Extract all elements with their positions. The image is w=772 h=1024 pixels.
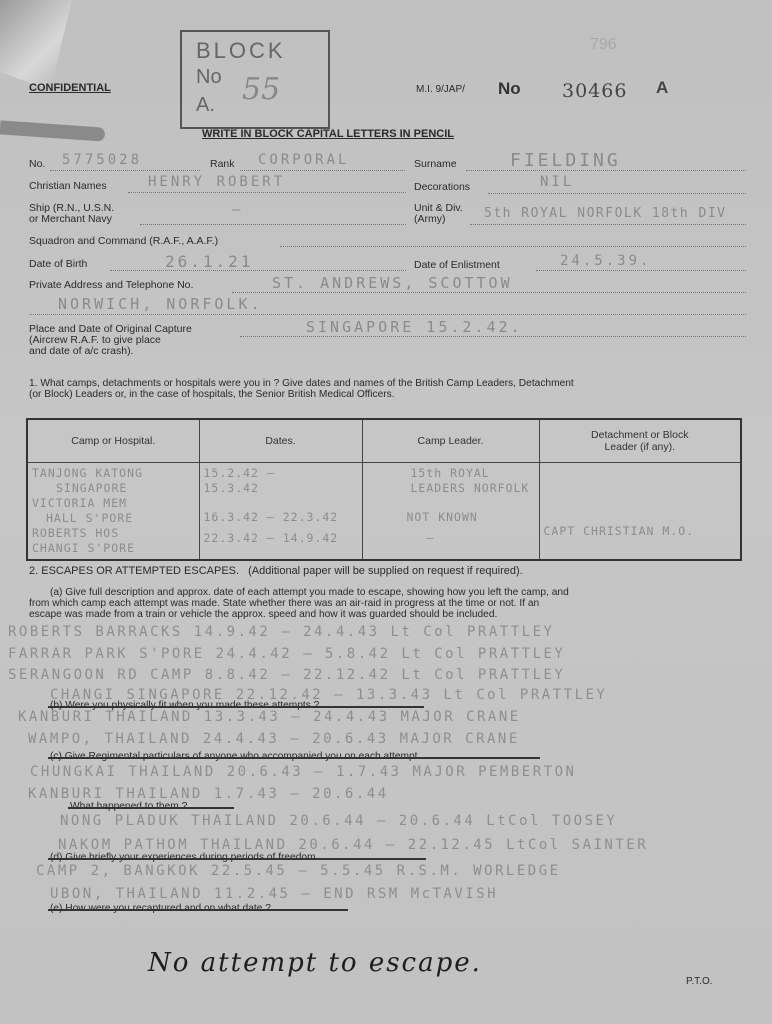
dotted-line [470, 224, 746, 225]
table-row: CHANGI S'PORE [32, 541, 136, 555]
escapes-note: (Additional paper will be supplied on request if required). [248, 565, 523, 577]
table-row: LEADERS NORFOLK [410, 481, 530, 495]
service-no-value: 5775028 [62, 152, 143, 168]
question2b-text: (b) Were you physically fit when you made these attempts ? [50, 700, 320, 711]
dotted-line [240, 336, 746, 337]
dob-value: 26.1.21 [165, 252, 254, 271]
question2a-line2: from which camp each attempt was made. State whether there was an air-raid in progress at the time or not. If an [29, 598, 540, 609]
dates-cell [199, 463, 362, 561]
column-header-detachment-line2: Leader (if any). [604, 441, 676, 453]
dotted-line [50, 170, 200, 171]
column-header-detachment-line1: Detachment or Block [591, 429, 689, 441]
escape-note-line: SERANGOON RD CAMP 8.8.42 — 22.12.42 Lt Col PRATTLEY [8, 667, 566, 683]
dotted-line [232, 292, 746, 293]
dotted-line [140, 224, 406, 225]
camps-table [26, 418, 742, 561]
table-row: SINGAPORE [56, 481, 128, 495]
binder-clip [0, 120, 105, 141]
capture-label-line2: (Aircrew R.A.F. to give place [29, 334, 161, 346]
column-header-dates: Dates. [199, 419, 362, 463]
table-row: HALL S'PORE [46, 511, 134, 525]
confidential-label: CONFIDENTIAL [29, 82, 111, 94]
question2c-text: (c) Give Regimental particulars of anyone who accompanied you on each attempt [50, 751, 418, 762]
decorations-value: NIL [540, 174, 575, 190]
address-label: Private Address and Telephone No. [29, 279, 194, 291]
table-row: VICTORIA MEM [32, 496, 128, 510]
surname-value: FIELDING [510, 150, 621, 171]
form-suffix: A [656, 78, 669, 97]
question2e-text: (e) How were you recaptured and on what date ? [50, 903, 271, 914]
dotted-line [466, 170, 746, 171]
stamp-number: 55 [242, 72, 281, 107]
camp-cell [27, 463, 199, 561]
table-row: CAPT CHRISTIAN M.O. [543, 524, 695, 538]
detachment-cell [539, 463, 741, 561]
number-label: No [498, 79, 521, 98]
column-header-camp-leader: Camp Leader. [362, 419, 539, 463]
dob-label: Date of Birth [29, 258, 88, 270]
stamp-block-text: BLOCK [196, 38, 286, 63]
form-number: 30466 [562, 80, 628, 102]
ship-label-line2: or Merchant Navy [29, 213, 112, 225]
enlistment-label: Date of Enlistment [414, 259, 500, 271]
rank-value: CORPORAL [258, 152, 350, 168]
dotted-line [29, 314, 746, 315]
dotted-line [488, 193, 746, 194]
escape-note-line: NONG PLADUK THAILAND 20.6.44 — 20.6.44 LtCol TOOSEY [60, 813, 618, 829]
enlistment-value: 24.5.39. [560, 253, 652, 269]
escape-note-line: KANBURI THAILAND 13.3.43 — 24.4.43 MAJOR CRANE [18, 709, 521, 725]
escape-note-line: CHANGI SINGAPORE 22.12.42 — 13.3.43 Lt Col PRATTLEY [50, 687, 608, 703]
handwritten-answer: No attempt to escape. [148, 948, 482, 978]
address-line2: NORWICH, NORFOLK. [58, 295, 263, 313]
strikethrough-line [48, 757, 540, 759]
escape-note-line: ROBERTS BARRACKS 14.9.42 — 24.4.43 Lt Col PRATTLEY [8, 624, 555, 640]
escapes-heading: 2. ESCAPES OR ATTEMPTED ESCAPES. [29, 565, 240, 577]
escape-note-line: CHUNGKAI THAILAND 20.6.43 — 1.7.43 MAJOR PEMBERTON [30, 764, 577, 780]
escapes-title [29, 565, 523, 577]
dotted-line [128, 192, 406, 193]
form-ref: M.I. 9/JAP/ [416, 84, 465, 95]
strikethrough-line [48, 858, 426, 860]
escape-note-line: NAKOM PATHOM THAILAND 20.6.44 — 22.12.45 LtCol SAINTER [58, 837, 649, 853]
pencil-instruction: WRITE IN BLOCK CAPITAL LETTERS IN PENCIL [202, 128, 454, 140]
escape-note-line: KANBURI THAILAND 1.7.43 — 20.6.44 [28, 786, 389, 802]
address-line1: ST. ANDREWS, SCOTTOW [272, 274, 513, 292]
stamp-letter-text: A. [196, 94, 215, 116]
christian-names-value: HENRY ROBERT [148, 174, 286, 190]
paper-clip-corner [0, 0, 72, 90]
service-no-label: No. [29, 158, 46, 170]
unit-label-line1: Unit & Div. [414, 202, 463, 214]
block-stamp [180, 30, 330, 129]
table-header-row [27, 419, 741, 463]
question1-text-line2: (or Block) Leaders or, in the case of hospitals, the Senior British Medical Officers. [29, 389, 395, 400]
strikethrough-line [68, 807, 234, 809]
unit-label-line2: (Army) [414, 213, 446, 225]
escape-note-line: FARRAR PARK S'PORE 24.4.42 — 5.8.42 Lt Col PRATTLEY [8, 646, 566, 662]
decorations-label: Decorations [414, 181, 471, 193]
table-body-row [27, 463, 741, 561]
column-header-camp: Camp or Hospital. [27, 419, 199, 463]
escape-note-line: UBON, THAILAND 11.2.45 — END RSM McTAVISH [50, 886, 499, 902]
capture-value: SINGAPORE 15.2.42. [306, 318, 523, 336]
rank-label: Rank [210, 158, 235, 170]
table-row: 15.3.42 [203, 481, 259, 495]
table-row: 16.3.42 – 22.3.42 [203, 510, 339, 524]
ship-label-line1: Ship (R.N., U.S.N. [29, 202, 115, 214]
table-row: TANJONG KATONG [32, 466, 143, 480]
stamp-no-text: No [196, 66, 222, 88]
column-header-detachment [539, 419, 741, 463]
pto-label: P.T.O. [686, 976, 713, 987]
table-row: 15.2.42 — [203, 466, 275, 480]
capture-label-line1: Place and Date of Original Capture [29, 323, 192, 335]
dotted-line [240, 170, 405, 171]
question1-text-line1: 1. What camps, detachments or hospitals were you in ? Give dates and names of the British Camp Leaders, Detachment [29, 378, 574, 389]
dotted-line [110, 270, 406, 271]
corner-pencil-note: 796 [590, 36, 617, 53]
ship-value: — [232, 202, 244, 218]
surname-label: Surname [414, 158, 457, 170]
capture-label-line3: and date of a/c crash). [29, 345, 134, 357]
table-row: 15th ROYAL [410, 466, 490, 480]
question2a-line3: escape was made from a train or vehicle the approx. speed and how it was guarded should be included. [29, 609, 498, 620]
christian-names-label: Christian Names [29, 180, 107, 192]
leader-cell [362, 463, 539, 561]
strikethrough-line [48, 909, 348, 911]
dotted-line [536, 270, 746, 271]
strikethrough-line [48, 706, 424, 708]
unit-value: 5th ROYAL NORFOLK 18th DIV [484, 206, 727, 221]
escape-note-line: WAMPO, THAILAND 24.4.43 — 20.6.43 MAJOR CRANE [28, 731, 520, 747]
table-row: NOT KNOWN [406, 510, 478, 524]
question2a-line1: (a) Give full description and approx. date of each attempt you made to escape, showing how you left the camp, and [50, 587, 569, 598]
squadron-label: Squadron and Command (R.A.F., A.A.F.) [29, 235, 219, 247]
question2c-followup-text: What happened to them ? [70, 801, 188, 812]
question2d-text: (d) Give briefly your experiences during periods of freedom. [50, 852, 319, 863]
table-row: ROBERTS HOS [32, 526, 120, 540]
table-row: 22.3.42 – 14.9.42 [203, 531, 339, 545]
escape-note-line: CAMP 2, BANGKOK 22.5.45 — 5.5.45 R.S.M. WORLEDGE [36, 863, 561, 879]
table-row: — [426, 531, 435, 545]
dotted-line [280, 246, 746, 247]
